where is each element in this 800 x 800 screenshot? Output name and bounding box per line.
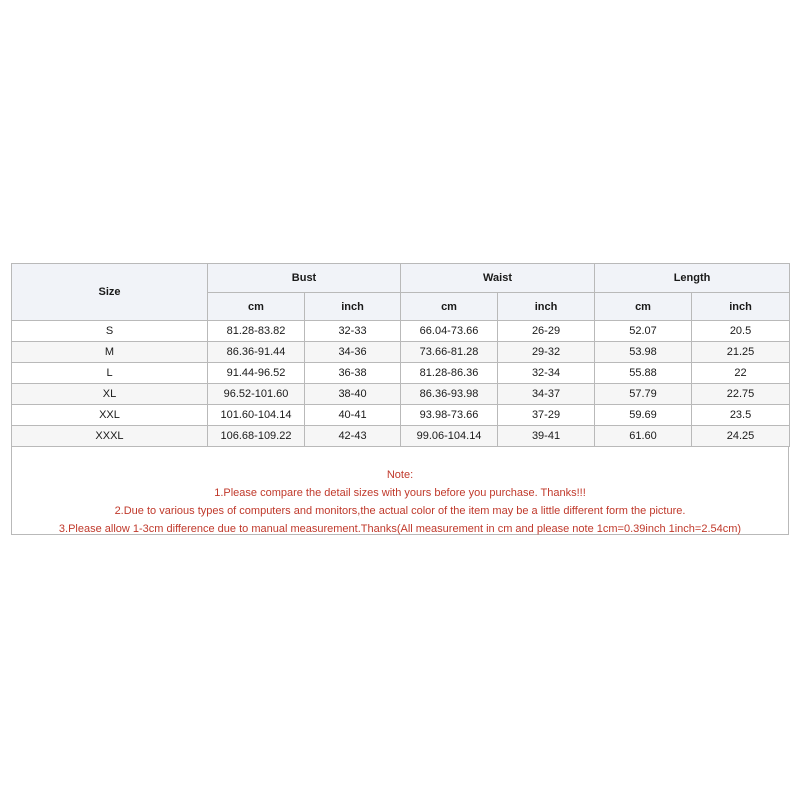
length-inch-header: inch [692,293,790,321]
table-cell: 22 [692,363,790,384]
length-cm-header: cm [595,293,692,321]
table-cell: 22.75 [692,384,790,405]
table-cell: 106.68-109.22 [208,426,305,447]
size-cell: XL [12,384,208,405]
table-cell: 42-43 [305,426,401,447]
bust-inch-header: inch [305,293,401,321]
table-row [12,321,790,342]
size-table-body [12,321,790,447]
table-cell: 101.60-104.14 [208,405,305,426]
table-cell: 99.06-104.14 [401,426,498,447]
note-line-3: 3.Please allow 1-3cm difference due to manual measurement.Thanks(All measurement in cm and please note 1cm=0.39inch 1inch=2.54cm) [58,523,742,535]
table-cell: 36-38 [305,363,401,384]
table-cell: 23.5 [692,405,790,426]
table-cell: 86.36-91.44 [208,342,305,363]
size-cell: XXL [12,405,208,426]
table-cell: 21.25 [692,342,790,363]
waist-cm-header: cm [401,293,498,321]
table-cell: 86.36-93.98 [401,384,498,405]
note-title: Note: [386,469,414,481]
size-header: Size [12,264,208,321]
table-cell: 52.07 [595,321,692,342]
table-row [12,384,790,405]
table-cell: 29-32 [498,342,595,363]
table-row [12,363,790,384]
table-cell: 53.98 [595,342,692,363]
table-cell: 81.28-83.82 [208,321,305,342]
table-row [12,342,790,363]
size-cell: M [12,342,208,363]
table-cell: 34-37 [498,384,595,405]
table-row [12,405,790,426]
table-cell: 38-40 [305,384,401,405]
table-cell: 96.52-101.60 [208,384,305,405]
length-header: Length [595,264,790,293]
table-cell: 91.44-96.52 [208,363,305,384]
table-cell: 59.69 [595,405,692,426]
note-line-2: 2.Due to various types of computers and monitors,the actual color of the item may be a little different form the picture. [114,505,686,517]
table-row [12,426,790,447]
table-cell: 26-29 [498,321,595,342]
bust-cm-header: cm [208,293,305,321]
table-cell: 20.5 [692,321,790,342]
table-cell: 55.88 [595,363,692,384]
table-cell: 73.66-81.28 [401,342,498,363]
table-cell: 40-41 [305,405,401,426]
table-cell: 93.98-73.66 [401,405,498,426]
size-cell: L [12,363,208,384]
size-table [11,263,790,447]
waist-header: Waist [401,264,595,293]
notes-panel [11,447,789,535]
table-cell: 37-29 [498,405,595,426]
table-cell: 61.60 [595,426,692,447]
size-cell: S [12,321,208,342]
waist-inch-header: inch [498,293,595,321]
size-chart [11,263,789,535]
table-cell: 34-36 [305,342,401,363]
table-cell: 81.28-86.36 [401,363,498,384]
table-cell: 66.04-73.66 [401,321,498,342]
table-cell: 57.79 [595,384,692,405]
table-cell: 32-34 [498,363,595,384]
note-line-1: 1.Please compare the detail sizes with yours before you purchase. Thanks!!! [214,487,586,499]
size-cell: XXXL [12,426,208,447]
table-cell: 24.25 [692,426,790,447]
table-cell: 32-33 [305,321,401,342]
table-cell: 39-41 [498,426,595,447]
bust-header: Bust [208,264,401,293]
